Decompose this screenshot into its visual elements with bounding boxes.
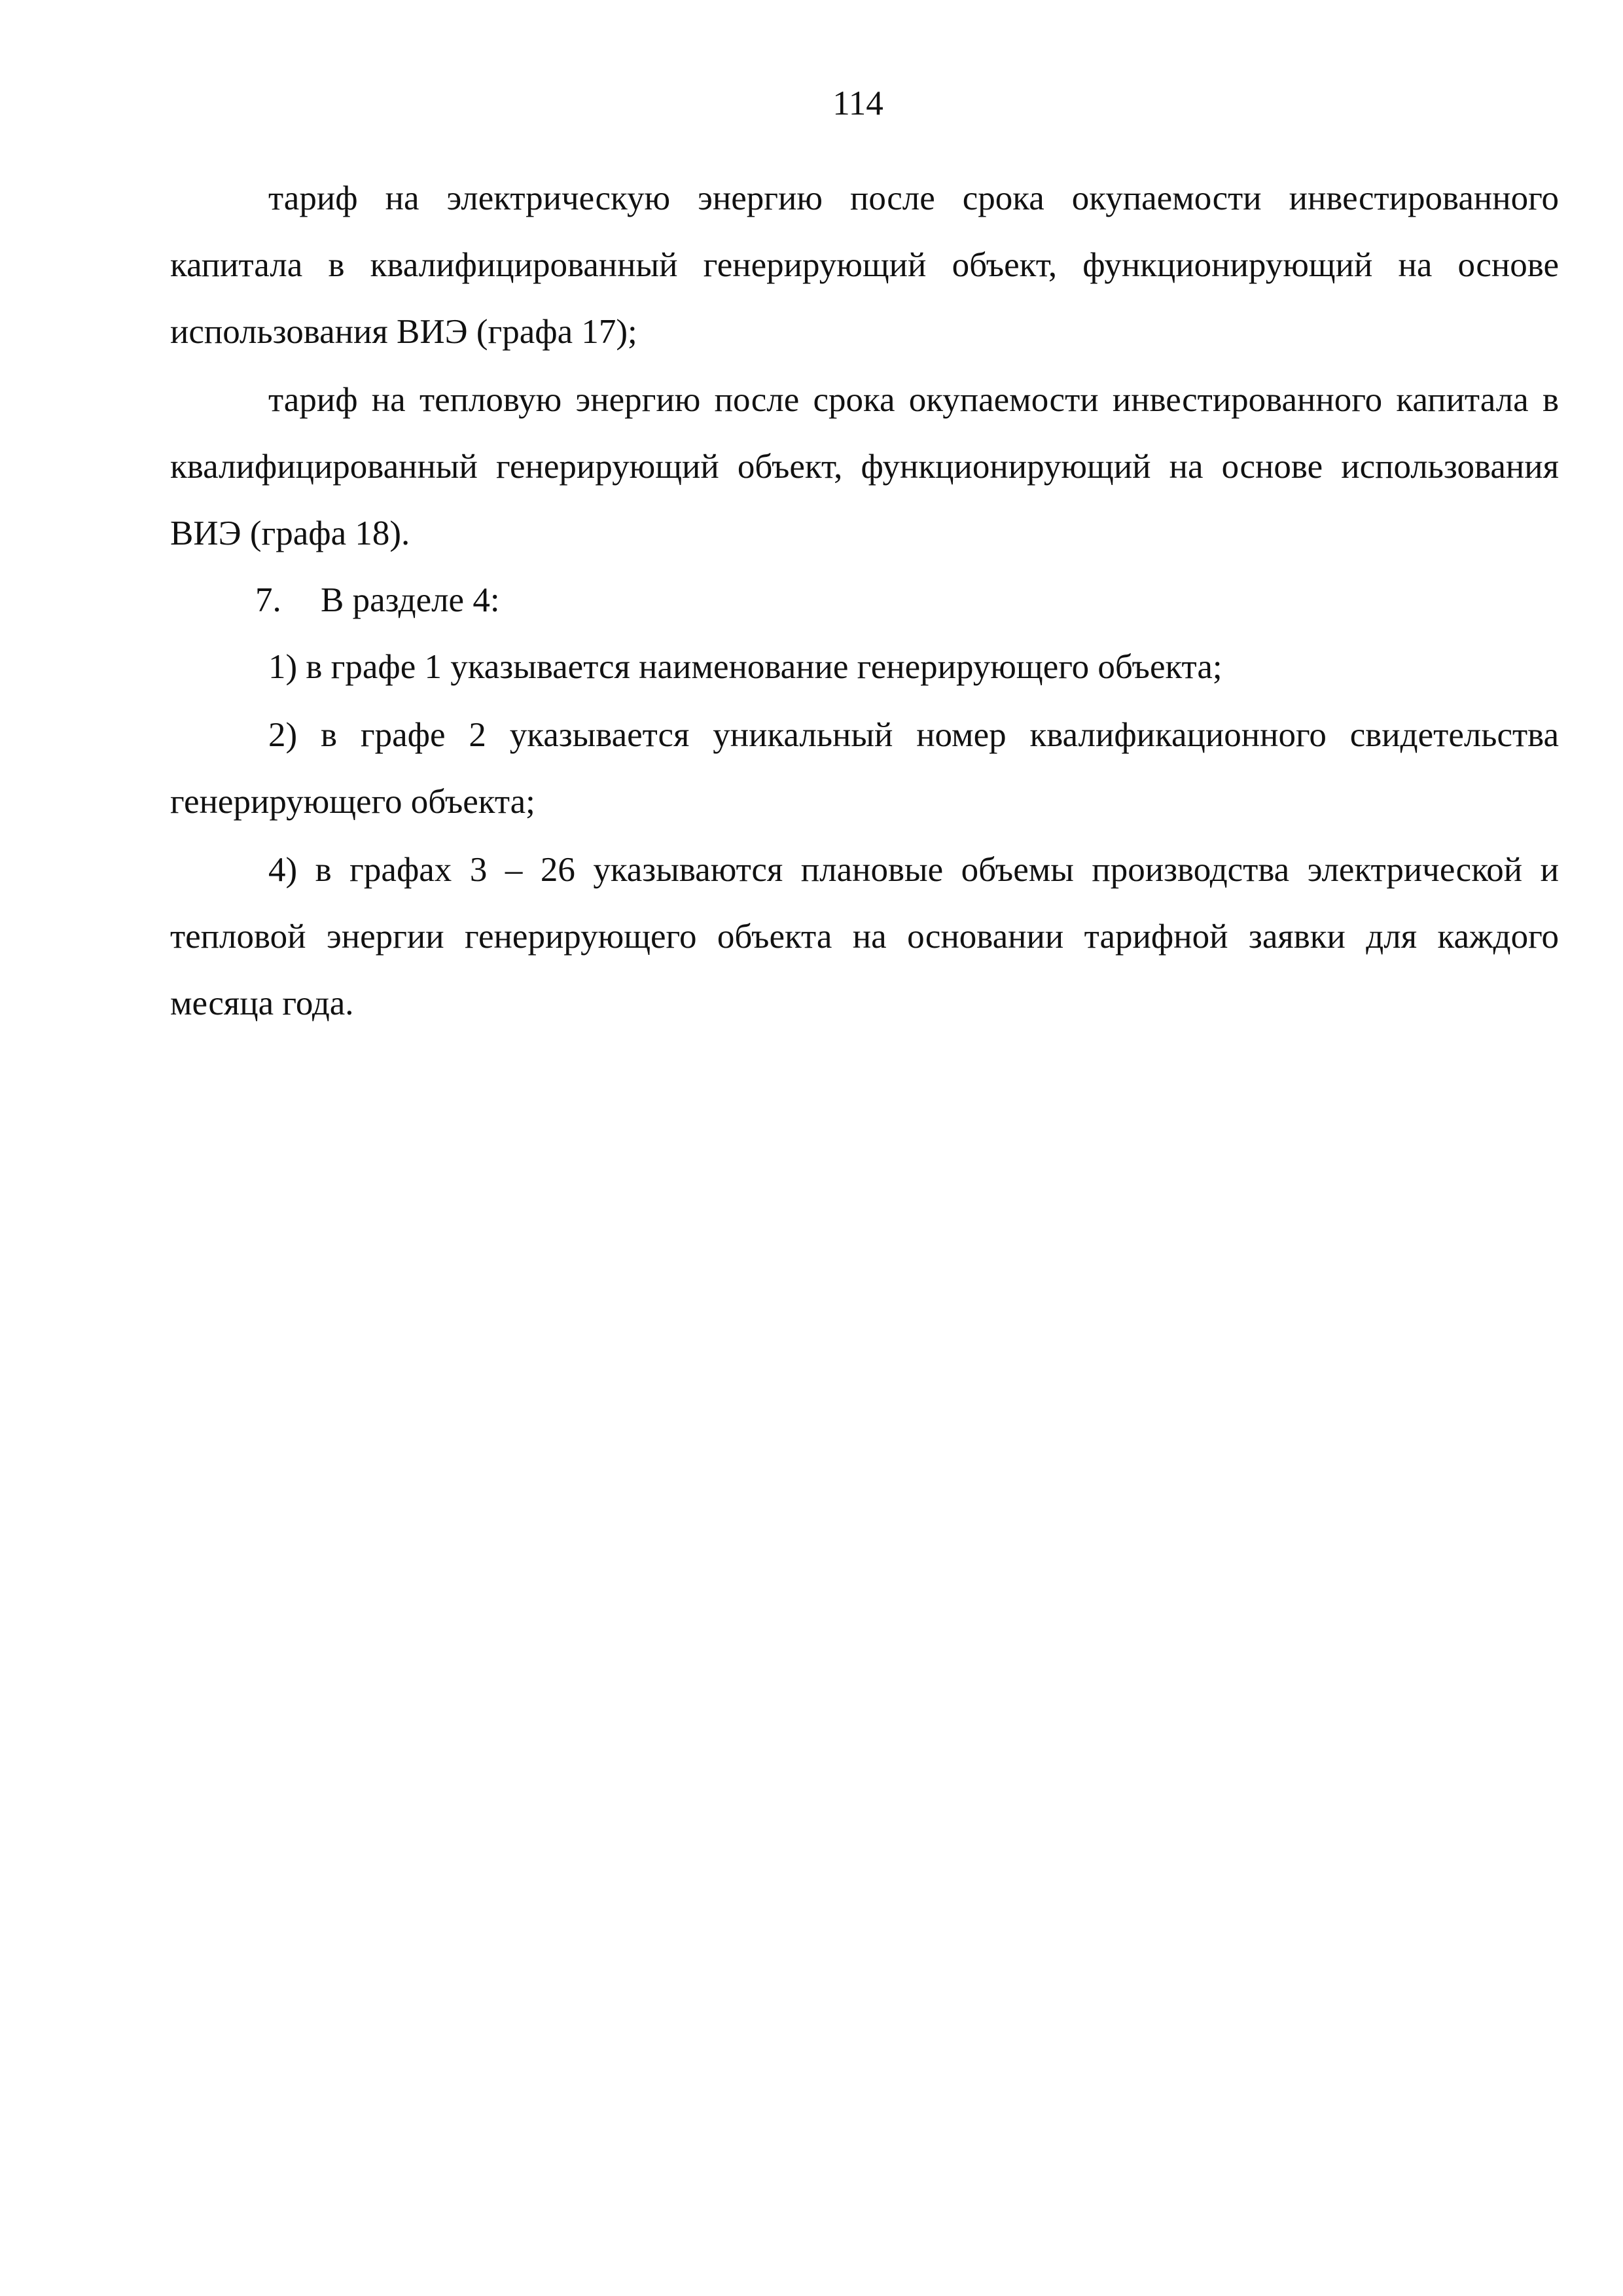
document-body [170,165,1559,1037]
section-heading [170,567,1559,634]
paragraph-heat-tariff: тариф на тепловую энергию после срока окупаемости инвестированного капитала в квалифицированный генерирующий объект, функционирующий на основе использования ВИЭ (графа 18). [170,381,1559,552]
list-item: 4) в графах 3 – 26 указываются плановые объемы производства электрической и тепловой энергии генерирующего объекта на основании тарифной заявки для каждого месяца года. [170,851,1559,1022]
section-title: В разделе 4: [321,581,500,619]
list-item: 2) в графе 2 указывается уникальный номер квалификационного свидетельства генерирующего объекта; [170,716,1559,821]
page-number: 114 [832,84,883,122]
list-item: 1) в графе 1 указывается наименование генерирующего объекта; [268,648,1222,686]
paragraph-electric-tariff: тариф на электрическую энергию после срока окупаемости инвестированного капитала в квалифицированный генерирующий объект, функционирующий на основе использования ВИЭ (графа 17); [170,179,1559,351]
section-number: 7. [255,581,281,619]
